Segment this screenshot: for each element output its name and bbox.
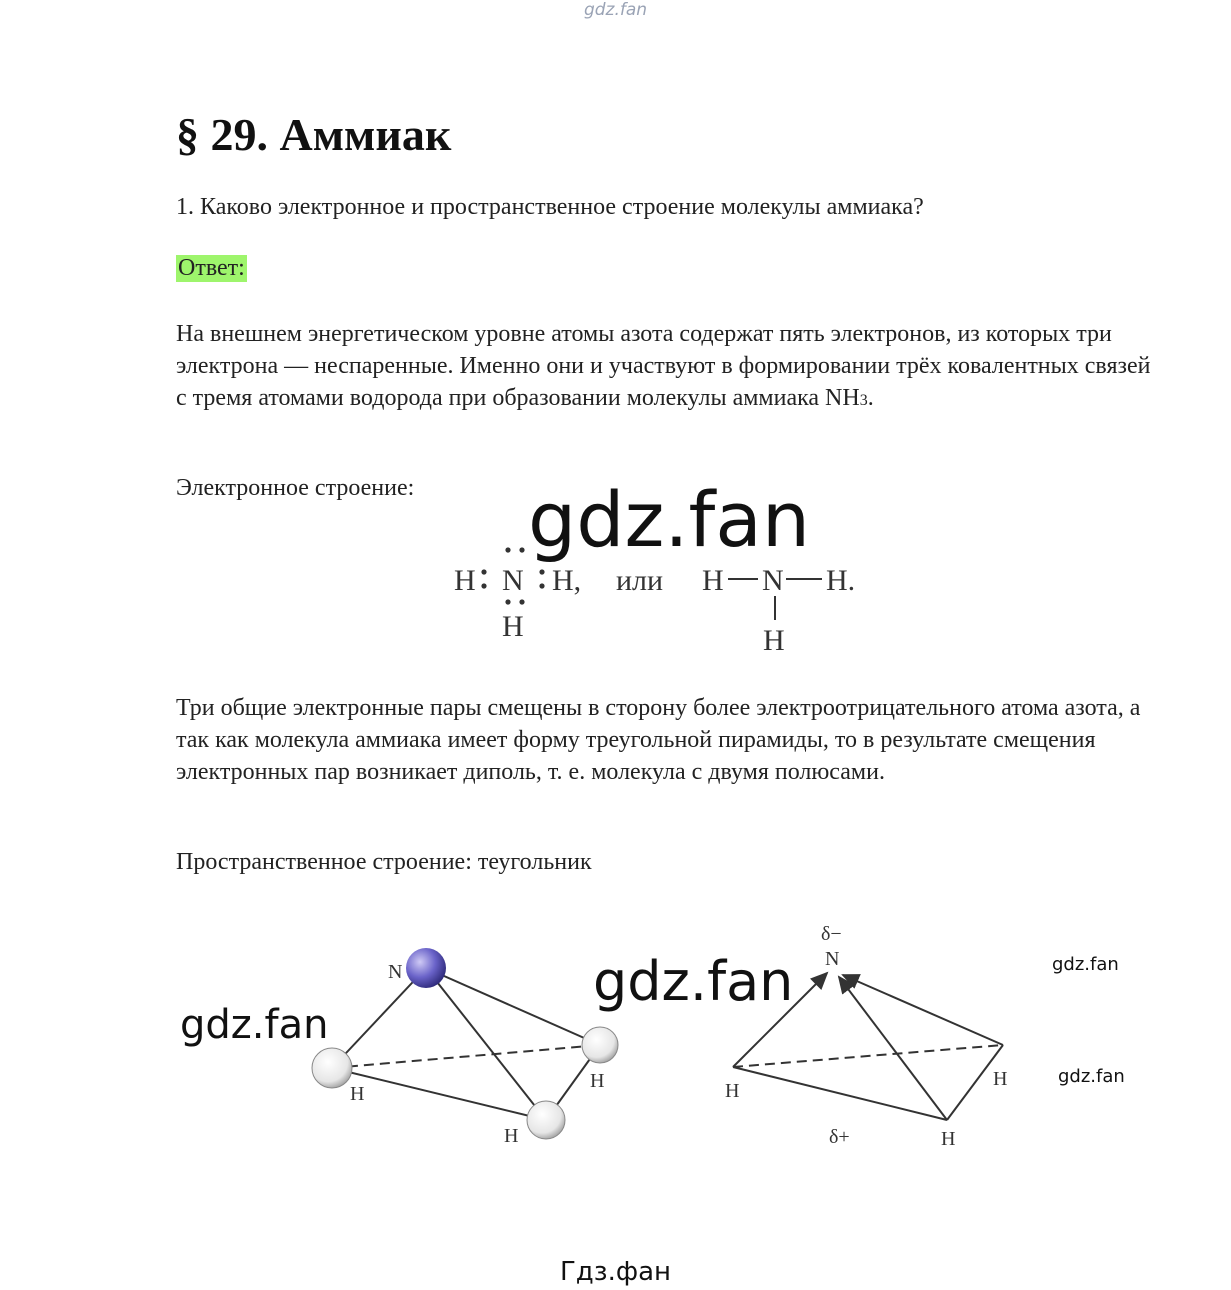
formula-h-right: H,: [552, 564, 582, 597]
bond-line: [733, 1045, 1003, 1067]
electron-dot: [481, 583, 486, 588]
subscript-3: 3: [859, 392, 868, 409]
model-label-h-right: H: [590, 1070, 605, 1092]
formula-h-bottom: H: [502, 610, 524, 643]
answer-label: Ответ:: [178, 255, 245, 281]
bond-line: [426, 968, 546, 1120]
paragraph-valence-text: На внешнем энергетическом уровне атомы азота содержат пять электронов, из которых три электрона — неспаренные. Именно они и участвуют в формировании трёх ковалентных связей с тремя атомами водорода при образовании молекулы аммиака NH: [176, 321, 1151, 411]
struct-h-left: H: [702, 564, 724, 597]
paragraph-valence-end: .: [867, 385, 874, 411]
nitrogen-atom: [406, 948, 446, 988]
bond-line: [426, 968, 600, 1045]
page-title: § 29. Аммиак: [176, 109, 452, 160]
electron-dot: [481, 569, 486, 574]
hydrogen-atom: [582, 1027, 618, 1063]
electron-dot: [505, 599, 510, 604]
question-text: 1. Каково электронное и пространственное строение молекулы аммиака?: [176, 194, 924, 220]
electron-dot: [505, 547, 510, 552]
bond-line: [332, 968, 426, 1068]
dipole-label-h-bottom: H: [941, 1128, 956, 1150]
electron-dot: [519, 547, 524, 552]
bond-line: [332, 1045, 600, 1068]
hydrogen-atom: [527, 1101, 565, 1139]
ball-model: [300, 930, 630, 1150]
watermark-left: gdz.fan: [180, 1002, 329, 1048]
watermark-top: gdz.fan: [583, 0, 648, 20]
dipole-arrow: [839, 977, 947, 1120]
paragraph-valence: [176, 318, 1166, 417]
dipole-label-delta-minus: δ−: [821, 923, 842, 945]
electronic-structure-label: Электронное строение:: [176, 475, 415, 501]
electron-dot: [539, 583, 544, 588]
formula-or: или: [616, 564, 664, 597]
struct-h-right: H.: [826, 564, 856, 597]
watermark-mid: gdz.fan: [593, 950, 794, 1013]
struct-h-bottom: H: [763, 624, 785, 657]
dipole-label-n: N: [825, 948, 840, 970]
watermark-bottom: Гдз.фан: [559, 1257, 672, 1287]
model-label-h-bottom: H: [504, 1125, 519, 1147]
dipole-arrow: [843, 975, 1003, 1045]
electron-dot: [539, 569, 544, 574]
dipole-label-h-right: H: [993, 1068, 1008, 1090]
formula-h-left: H: [454, 564, 476, 597]
paragraph-dipole: Три общие электронные пары смещены в сторону более электроотрицательного атома азота, а так как молекула аммиака имеет форму треугольной пирамиды, то в результате смещения электронных пар возникает диполь, т. е. молекула с двумя полюсами.: [176, 695, 1141, 785]
watermark-small: gdz.fan: [1058, 1066, 1125, 1087]
model-label-n: N: [388, 961, 403, 983]
watermark-big: gdz.fan: [528, 475, 811, 564]
electron-dot: [519, 599, 524, 604]
dipole-label-h-left: H: [725, 1080, 740, 1102]
bond-line: [733, 1067, 947, 1120]
formula-n: N: [502, 564, 524, 597]
watermark-small: gdz.fan: [1052, 954, 1119, 975]
dipole-label-delta-plus: δ+: [829, 1126, 850, 1148]
spatial-structure-label: Пространственное строение: теугольник: [176, 849, 592, 875]
hydrogen-atom: [312, 1048, 352, 1088]
struct-n: N: [762, 564, 784, 597]
model-label-h-left: H: [350, 1083, 365, 1105]
